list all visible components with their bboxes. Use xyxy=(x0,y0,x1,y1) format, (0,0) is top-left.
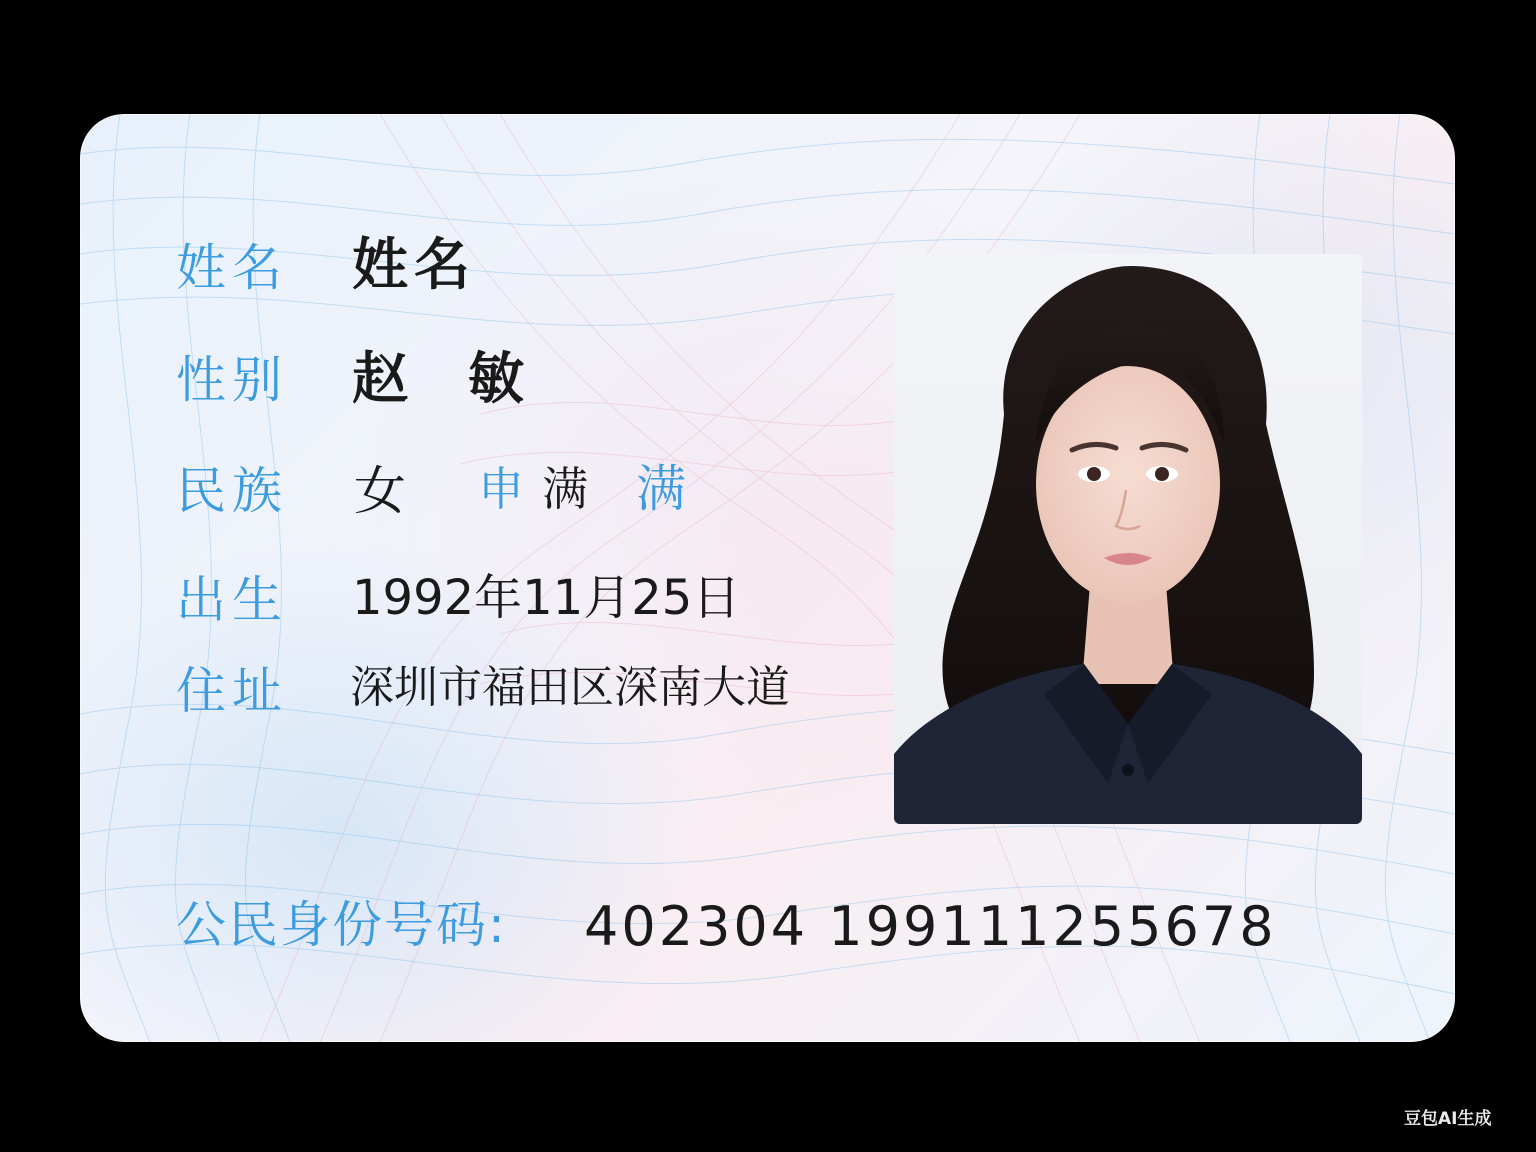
id-number-label: 公民身份号码: xyxy=(176,896,507,954)
ethnicity-label: 民族 xyxy=(176,462,288,520)
ethnicity-value: 女 xyxy=(354,462,407,522)
portrait-illustration xyxy=(894,254,1362,824)
gender-label: 性别 xyxy=(176,351,288,409)
ethnicity-extra-2: 满 xyxy=(542,462,588,516)
ethnicity-extra-1: 申 xyxy=(478,462,524,516)
ethnicity-extra-3: 满 xyxy=(636,460,686,518)
name-label: 姓名 xyxy=(176,239,288,297)
id-card xyxy=(80,114,1455,1042)
birth-value: 1992年11月25日 xyxy=(352,570,741,626)
name-value: 姓名 xyxy=(352,233,476,298)
ai-watermark: 豆包AI生成 xyxy=(1404,1109,1492,1129)
gender-value: 赵敏 xyxy=(352,347,584,412)
address-label: 住址 xyxy=(176,662,288,720)
portrait-photo xyxy=(894,254,1362,824)
address-value: 深圳市福田区深南大道 xyxy=(350,662,790,713)
birth-label: 出生 xyxy=(176,571,288,629)
id-number-value: 402304 199111255678 xyxy=(584,895,1277,958)
